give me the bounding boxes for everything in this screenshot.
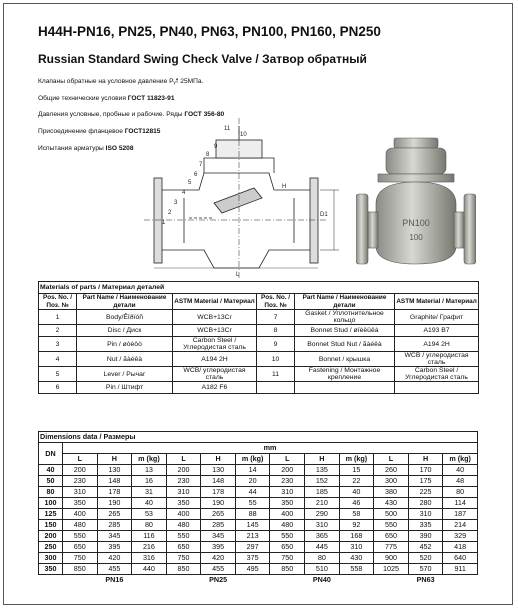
materials-cell-r-pos: 10 bbox=[257, 352, 295, 367]
dimension-cell: 911 bbox=[443, 564, 478, 575]
pn-group-label: PN16 bbox=[105, 575, 124, 584]
dimension-row bbox=[39, 487, 478, 498]
dimension-cell: 400 bbox=[63, 509, 98, 520]
dimension-cell: 750 bbox=[270, 553, 305, 564]
materials-cell-r-mat: A193 B7 bbox=[395, 325, 479, 337]
dimension-cell: 230 bbox=[270, 476, 305, 487]
spec-line-2: Общие технические условия ГОСТ 11823-91 bbox=[38, 95, 175, 102]
dimension-cell: 750 bbox=[166, 553, 201, 564]
pn-group-label: PN63 bbox=[416, 575, 435, 584]
svg-text:9: 9 bbox=[214, 144, 218, 150]
valve-section-drawing bbox=[144, 118, 344, 278]
column-header-1: H bbox=[201, 454, 236, 465]
dimension-cell: 316 bbox=[132, 553, 167, 564]
dimension-cell: 350 bbox=[63, 498, 98, 509]
materials-cell-l-pos: 6 bbox=[39, 382, 77, 394]
dimension-cell: 345 bbox=[97, 531, 132, 542]
dimension-cell: 550 bbox=[166, 531, 201, 542]
pn-blank bbox=[39, 575, 63, 586]
materials-cell-l-pos: 3 bbox=[39, 337, 77, 352]
svg-text:L: L bbox=[236, 272, 240, 278]
dimension-cell: 455 bbox=[97, 564, 132, 575]
dimension-cell: 53 bbox=[132, 509, 167, 520]
dimension-cell: 395 bbox=[97, 542, 132, 553]
spec-line-5: Испытания арматуры ISO 5208 bbox=[38, 145, 134, 152]
dimension-cell: 455 bbox=[201, 564, 236, 575]
materials-cell-l-pos: 5 bbox=[39, 367, 77, 382]
materials-cell-r-pos: 11 bbox=[257, 367, 295, 382]
svg-text:3: 3 bbox=[174, 200, 178, 206]
dimension-cell: 200 bbox=[63, 465, 98, 476]
materials-header-row bbox=[39, 294, 479, 310]
spec-line-4: Присоединение фланцевое ГОСТ12815 bbox=[38, 128, 161, 135]
dimensions-caption-row bbox=[39, 432, 478, 443]
dn-cell: 40 bbox=[39, 465, 63, 476]
materials-caption: Materials of parts / Материал деталей bbox=[39, 282, 479, 294]
svg-text:10: 10 bbox=[240, 132, 247, 138]
dimension-cell: 400 bbox=[270, 509, 305, 520]
dimension-cell: 650 bbox=[166, 542, 201, 553]
header-name: Part Name / Наименование детали bbox=[77, 294, 173, 310]
dimension-cell: 345 bbox=[201, 531, 236, 542]
dimension-cell: 285 bbox=[201, 520, 236, 531]
dimension-cell: 114 bbox=[443, 498, 478, 509]
materials-cell-l-name: Body/Êîðïóñ bbox=[77, 310, 173, 325]
svg-text:7: 7 bbox=[199, 162, 203, 168]
materials-cell-l-mat: A194 2H bbox=[173, 352, 257, 367]
dimension-cell: 520 bbox=[408, 553, 443, 564]
dimension-cell: 16 bbox=[132, 476, 167, 487]
materials-caption-row bbox=[39, 282, 479, 294]
dimension-cell: 280 bbox=[408, 498, 443, 509]
dn-cell: 100 bbox=[39, 498, 63, 509]
dimension-cell: 418 bbox=[443, 542, 478, 553]
dimensions-caption: Dimensions data / Размеры bbox=[39, 432, 478, 443]
svg-text:H: H bbox=[282, 184, 287, 190]
dimension-cell: 210 bbox=[305, 498, 340, 509]
dimension-cell: 148 bbox=[97, 476, 132, 487]
dimension-row bbox=[39, 520, 478, 531]
header-astm-2: ASTM Material / Материал bbox=[395, 294, 479, 310]
dimension-cell: 480 bbox=[166, 520, 201, 531]
dimension-cell: 350 bbox=[270, 498, 305, 509]
dimension-cell: 500 bbox=[374, 509, 409, 520]
pn-group-label: PN40 bbox=[312, 575, 331, 584]
svg-text:11: 11 bbox=[224, 126, 231, 132]
column-header-1: H bbox=[97, 454, 132, 465]
dimension-cell: 290 bbox=[305, 509, 340, 520]
dimension-cell: 40 bbox=[339, 487, 374, 498]
materials-cell-l-pos: 4 bbox=[39, 352, 77, 367]
dimensions-column-row bbox=[39, 454, 478, 465]
dimension-cell: 170 bbox=[408, 465, 443, 476]
column-header-1: H bbox=[408, 454, 443, 465]
dimension-cell: 300 bbox=[374, 476, 409, 487]
dimension-cell: 430 bbox=[374, 498, 409, 509]
materials-row bbox=[39, 352, 479, 367]
datasheet-page bbox=[3, 3, 513, 605]
materials-cell-l-name: Nut / ãàéêà bbox=[77, 352, 173, 367]
materials-cell-l-mat: Carbon Steel / Углеродистая сталь bbox=[173, 337, 257, 352]
dimension-cell: 480 bbox=[63, 520, 98, 531]
svg-text:1: 1 bbox=[162, 220, 166, 226]
dimension-cell: 445 bbox=[305, 542, 340, 553]
dimension-cell: 297 bbox=[235, 542, 270, 553]
materials-cell-l-mat: WCB+13Cr bbox=[173, 325, 257, 337]
dimension-cell: 850 bbox=[63, 564, 98, 575]
header-pos: Pos. No. / Поз. № bbox=[39, 294, 77, 310]
dn-cell: 350 bbox=[39, 564, 63, 575]
dimension-row bbox=[39, 531, 478, 542]
materials-cell-l-pos: 2 bbox=[39, 325, 77, 337]
dimension-cell: 395 bbox=[201, 542, 236, 553]
dimension-cell: 285 bbox=[97, 520, 132, 531]
dimension-cell: 92 bbox=[339, 520, 374, 531]
materials-cell-l-mat: WCB+13Cr bbox=[173, 310, 257, 325]
dimension-cell: 310 bbox=[270, 487, 305, 498]
dimension-cell: 230 bbox=[166, 476, 201, 487]
header-astm: ASTM Material / Материал bbox=[173, 294, 257, 310]
dimension-cell: 550 bbox=[63, 531, 98, 542]
dimension-cell: 900 bbox=[374, 553, 409, 564]
dimension-cell: 135 bbox=[305, 465, 340, 476]
dimension-cell: 420 bbox=[97, 553, 132, 564]
page-subtitle: Russian Standard Swing Check Valve / Затвор обратный bbox=[38, 52, 367, 66]
dimension-cell: 350 bbox=[166, 498, 201, 509]
dimension-cell: 22 bbox=[339, 476, 374, 487]
dimension-cell: 640 bbox=[443, 553, 478, 564]
column-header-2: m (kg) bbox=[443, 454, 478, 465]
dimension-row bbox=[39, 509, 478, 520]
dimension-cell: 190 bbox=[201, 498, 236, 509]
column-header-2: m (kg) bbox=[235, 454, 270, 465]
dimension-cell: 650 bbox=[270, 542, 305, 553]
dimension-cell: 335 bbox=[408, 520, 443, 531]
dimension-cell: 200 bbox=[166, 465, 201, 476]
dimension-cell: 430 bbox=[339, 553, 374, 564]
materials-row bbox=[39, 367, 479, 382]
dimension-cell: 40 bbox=[443, 465, 478, 476]
dimension-cell: 14 bbox=[235, 465, 270, 476]
dimension-cell: 58 bbox=[339, 509, 374, 520]
dimension-cell: 850 bbox=[166, 564, 201, 575]
dimension-cell: 420 bbox=[201, 553, 236, 564]
materials-cell-r-mat: A194 2H bbox=[395, 337, 479, 352]
header-pos-2: Pos. No. / Поз. № bbox=[257, 294, 295, 310]
column-header-0: L bbox=[63, 454, 98, 465]
dn-cell: 200 bbox=[39, 531, 63, 542]
dimension-cell: 480 bbox=[270, 520, 305, 531]
dimensions-table bbox=[38, 431, 478, 585]
dimension-cell: 650 bbox=[374, 531, 409, 542]
dimension-cell: 265 bbox=[201, 509, 236, 520]
materials-cell-l-name: Disc / Диск bbox=[77, 325, 173, 337]
dimension-cell: 190 bbox=[97, 498, 132, 509]
dimension-cell: 185 bbox=[305, 487, 340, 498]
dn-cell: 80 bbox=[39, 487, 63, 498]
dimension-cell: 216 bbox=[132, 542, 167, 553]
pn-group-label: PN25 bbox=[209, 575, 228, 584]
materials-cell-r-name: Gasket / Уплотнительное кольцо bbox=[295, 310, 395, 325]
dimension-cell: 1025 bbox=[374, 564, 409, 575]
materials-cell-l-pos: 1 bbox=[39, 310, 77, 325]
dimension-cell: 310 bbox=[63, 487, 98, 498]
materials-cell-r-name: Bonnet Stud / øïèëüêà bbox=[295, 325, 395, 337]
materials-row bbox=[39, 382, 479, 394]
materials-cell-r-mat: Carbon Steel / Углеродистая сталь bbox=[395, 367, 479, 382]
dimension-cell: 130 bbox=[97, 465, 132, 476]
dimension-cell: 365 bbox=[305, 531, 340, 542]
dimension-cell: 440 bbox=[132, 564, 167, 575]
header-name-2: Part Name / Наименование детали bbox=[295, 294, 395, 310]
dimension-cell: 310 bbox=[305, 520, 340, 531]
page-title: H44H-PN16, PN25, PN40, PN63, PN100, PN160, PN250 bbox=[38, 24, 381, 39]
materials-table bbox=[38, 281, 479, 394]
materials-cell-r-pos: 9 bbox=[257, 337, 295, 352]
dn-cell: 250 bbox=[39, 542, 63, 553]
dimension-cell: 44 bbox=[235, 487, 270, 498]
dimension-cell: 510 bbox=[305, 564, 340, 575]
dimension-cell: 452 bbox=[408, 542, 443, 553]
valve-photo bbox=[356, 134, 476, 274]
svg-text:D1: D1 bbox=[320, 212, 328, 218]
dimension-row bbox=[39, 498, 478, 509]
dimension-cell: 130 bbox=[201, 465, 236, 476]
dimension-cell: 214 bbox=[443, 520, 478, 531]
materials-cell-r-pos: 8 bbox=[257, 325, 295, 337]
dimension-cell: 850 bbox=[270, 564, 305, 575]
dimension-cell: 80 bbox=[443, 487, 478, 498]
dimension-cell: 558 bbox=[339, 564, 374, 575]
materials-cell-r-name: Bonnet Stud Nut / ãàéêà bbox=[295, 337, 395, 352]
svg-text:5: 5 bbox=[188, 180, 192, 186]
dimension-cell: 168 bbox=[339, 531, 374, 542]
column-header-2: m (kg) bbox=[132, 454, 167, 465]
dimension-cell: 550 bbox=[374, 520, 409, 531]
dn-cell: 50 bbox=[39, 476, 63, 487]
dimension-cell: 213 bbox=[235, 531, 270, 542]
dimension-cell: 40 bbox=[132, 498, 167, 509]
dimension-cell: 260 bbox=[374, 465, 409, 476]
dn-cell: 300 bbox=[39, 553, 63, 564]
dimension-cell: 390 bbox=[408, 531, 443, 542]
materials-row bbox=[39, 310, 479, 325]
column-header-1: H bbox=[305, 454, 340, 465]
dimension-cell: 15 bbox=[339, 465, 374, 476]
materials-cell-r-name: Fastening / Монтажное крепление bbox=[295, 367, 395, 382]
unit-header: mm bbox=[63, 443, 478, 454]
dimension-cell: 145 bbox=[235, 520, 270, 531]
dn-cell: 150 bbox=[39, 520, 63, 531]
dimension-cell: 20 bbox=[235, 476, 270, 487]
materials-cell-l-mat: WCB/ углеродистая сталь bbox=[173, 367, 257, 382]
dimension-cell: 495 bbox=[235, 564, 270, 575]
dimension-cell: 175 bbox=[408, 476, 443, 487]
dimension-cell: 187 bbox=[443, 509, 478, 520]
materials-row bbox=[39, 325, 479, 337]
spec-line-1: Клапаны обратные на условное давление Pᵧ🠕 25МПа. bbox=[38, 78, 204, 85]
dimension-cell: 550 bbox=[270, 531, 305, 542]
column-header-0: L bbox=[270, 454, 305, 465]
materials-cell-r-mat: Graphite/ Графит bbox=[395, 310, 479, 325]
dimension-cell: 310 bbox=[339, 542, 374, 553]
column-header-0: L bbox=[166, 454, 201, 465]
dimension-cell: 200 bbox=[270, 465, 305, 476]
dimension-cell: 48 bbox=[443, 476, 478, 487]
materials-cell-r-mat: WCB / углеродистая сталь bbox=[395, 352, 479, 367]
dimension-cell: 400 bbox=[166, 509, 201, 520]
dimension-cell: 750 bbox=[63, 553, 98, 564]
materials-row bbox=[39, 337, 479, 352]
dimension-row bbox=[39, 465, 478, 476]
dimension-cell: 310 bbox=[166, 487, 201, 498]
dimension-cell: 329 bbox=[443, 531, 478, 542]
dimension-cell: 152 bbox=[305, 476, 340, 487]
materials-cell-r-name: Bonnet / крышка bbox=[295, 352, 395, 367]
dimension-cell: 265 bbox=[97, 509, 132, 520]
photo-marking-2: 100 bbox=[409, 233, 423, 242]
pn-group-row bbox=[39, 575, 478, 586]
dn-header: DN bbox=[39, 443, 63, 465]
dimension-row bbox=[39, 564, 478, 575]
spec-line-3: Давления условные, пробные и рабочие. Ряды ГОСТ 356-80 bbox=[38, 111, 225, 118]
dimension-cell: 116 bbox=[132, 531, 167, 542]
dimension-cell: 380 bbox=[374, 487, 409, 498]
dimension-cell: 225 bbox=[408, 487, 443, 498]
dimension-cell: 230 bbox=[63, 476, 98, 487]
materials-cell-l-name: Pin / Штифт bbox=[77, 382, 173, 394]
column-header-0: L bbox=[374, 454, 409, 465]
dimension-cell: 88 bbox=[235, 509, 270, 520]
photo-marking: PN100 bbox=[402, 218, 430, 228]
dn-cell: 125 bbox=[39, 509, 63, 520]
dimension-row bbox=[39, 542, 478, 553]
dimension-cell: 570 bbox=[408, 564, 443, 575]
dimensions-unit-row bbox=[39, 443, 478, 454]
materials-cell-r-name bbox=[295, 382, 395, 394]
svg-text:2: 2 bbox=[168, 210, 172, 216]
materials-cell-l-name: Lever / Рычаг bbox=[77, 367, 173, 382]
svg-text:4: 4 bbox=[182, 190, 186, 196]
dimension-row bbox=[39, 553, 478, 564]
dimension-cell: 148 bbox=[201, 476, 236, 487]
dimension-cell: 13 bbox=[132, 465, 167, 476]
materials-cell-l-name: Pin / øòèôò bbox=[77, 337, 173, 352]
dimension-row bbox=[39, 476, 478, 487]
dimension-cell: 178 bbox=[201, 487, 236, 498]
dimension-cell: 31 bbox=[132, 487, 167, 498]
dimension-cell: 375 bbox=[235, 553, 270, 564]
materials-cell-r-pos: 7 bbox=[257, 310, 295, 325]
materials-cell-r-pos bbox=[257, 382, 295, 394]
dimension-cell: 650 bbox=[63, 542, 98, 553]
dimension-cell: 80 bbox=[132, 520, 167, 531]
dimension-cell: 55 bbox=[235, 498, 270, 509]
dimension-cell: 775 bbox=[374, 542, 409, 553]
svg-text:8: 8 bbox=[206, 152, 210, 158]
dimension-cell: 178 bbox=[97, 487, 132, 498]
column-header-2: m (kg) bbox=[339, 454, 374, 465]
dimension-cell: 80 bbox=[305, 553, 340, 564]
materials-cell-l-mat: A182 F6 bbox=[173, 382, 257, 394]
dimension-cell: 46 bbox=[339, 498, 374, 509]
materials-cell-r-mat bbox=[395, 382, 479, 394]
svg-text:6: 6 bbox=[194, 172, 198, 178]
dimension-cell: 310 bbox=[408, 509, 443, 520]
